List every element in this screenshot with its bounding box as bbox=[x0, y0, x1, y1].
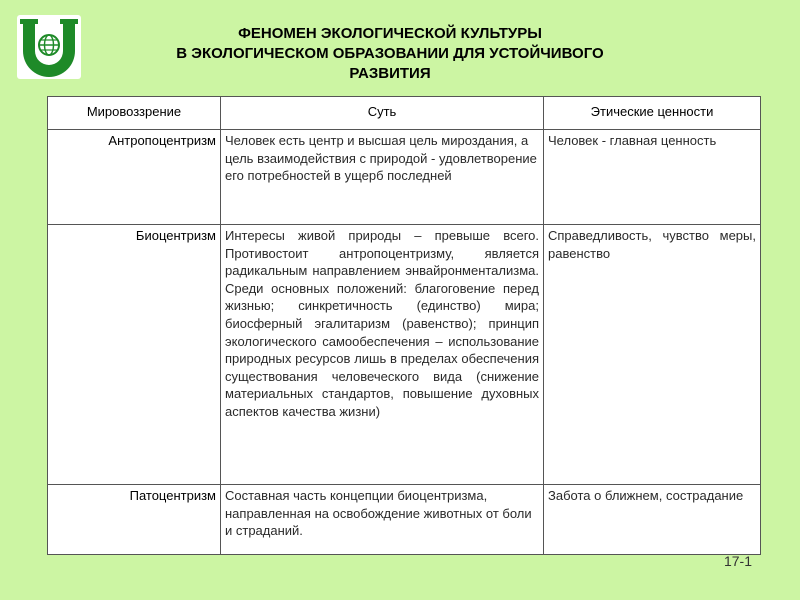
ethical-values-cell: Забота о ближнем, сострадание bbox=[544, 485, 761, 555]
table-row bbox=[48, 225, 761, 485]
slide-title bbox=[120, 24, 660, 84]
essence-cell: Интересы живой природы – превыше всего. Противостоит антропоцентризму, является радикальным направлением энвайронментализма. Среди основных положений: благоговение перед жизнью; синкретичность (единство) мира; биосферный эгалитаризм (равенство); принцип экологического самообеспечения – использование природных ресурсов лишь в пределах обеспечения существования человеческого вида (снижение материальных стандартов, повышение духовных аспектов качества жизни) bbox=[221, 225, 544, 485]
logo-emblem-icon bbox=[17, 15, 81, 79]
worldview-name: Биоцентризм bbox=[48, 225, 221, 485]
header-worldview: Мировоззрение bbox=[48, 97, 221, 130]
page-number: 17-1 bbox=[723, 553, 752, 569]
essence-cell: Человек есть центр и высшая цель мироздания, а цель взаимодействия с природой - удовлетворение его потребностей в ущерб последней bbox=[221, 130, 544, 225]
ethical-values-cell: Справедливость, чувство меры, равенство bbox=[544, 225, 761, 485]
ethical-values-cell: Человек - главная ценность bbox=[544, 130, 761, 225]
worldview-name: Антропоцентризм bbox=[48, 130, 221, 225]
title-line: В ЭКОЛОГИЧЕСКОМ ОБРАЗОВАНИИ ДЛЯ УСТОЙЧИВОГО bbox=[176, 45, 604, 62]
essence-cell: Составная часть концепции биоцентризма, направленная на освобождение животных от боли и страданий. bbox=[221, 485, 544, 555]
worldview-table bbox=[47, 96, 761, 555]
title-line: РАЗВИТИЯ bbox=[349, 65, 431, 82]
table-row bbox=[48, 485, 761, 555]
table-row bbox=[48, 130, 761, 225]
header-ethical-values: Этические ценности bbox=[544, 97, 761, 130]
header-essence: Суть bbox=[221, 97, 544, 130]
university-logo bbox=[17, 15, 81, 79]
worldview-name: Патоцентризм bbox=[48, 485, 221, 555]
title-line: ФЕНОМЕН ЭКОЛОГИЧЕСКОЙ КУЛЬТУРЫ bbox=[238, 25, 542, 42]
table-header-row bbox=[48, 97, 761, 130]
